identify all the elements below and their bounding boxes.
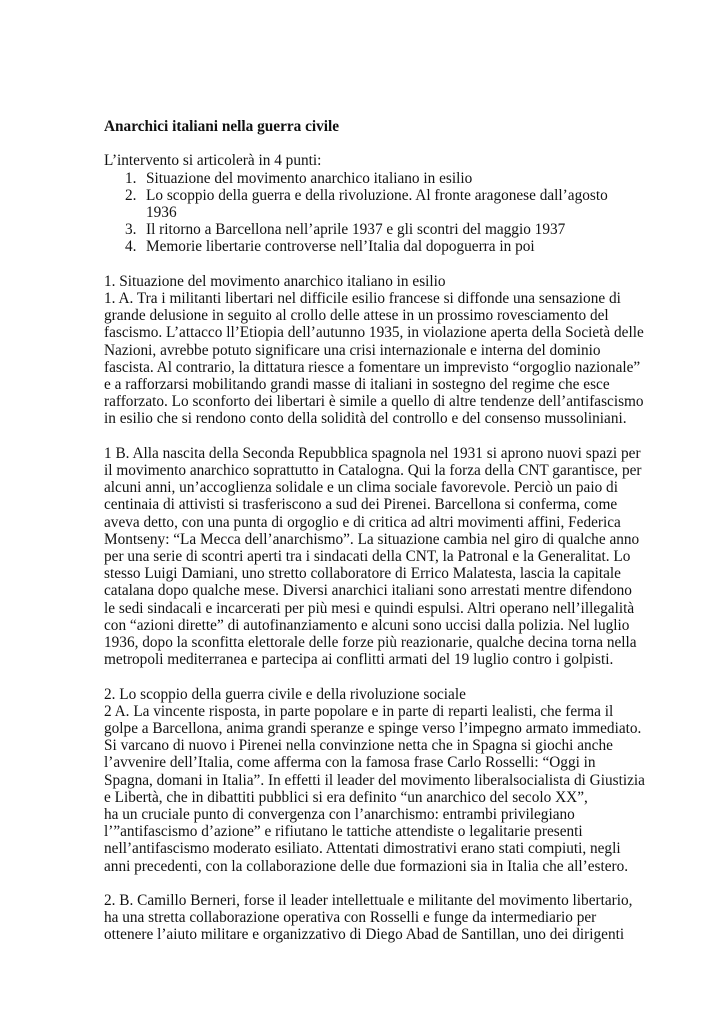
paragraph-line: 1 B. Alla nascita della Seconda Repubblica spagnola nel 1931 si aprono nuovi spazi per bbox=[104, 444, 641, 462]
paragraph-line: catalana dopo qualche mese. Diversi anarchici italiani sono arrestati mentre difendono bbox=[104, 582, 632, 600]
outline-item bbox=[104, 238, 624, 255]
intro-text: L’intervento si articolerà in 4 punti: bbox=[104, 152, 322, 170]
paragraph-line: le sedi sindacali e incarcerati per più mesi e quindi espulsi. Altri operano nell’illegalità bbox=[104, 599, 635, 617]
paragraph-line: rafforzato. Lo sconforto dei libertari è simile a quello di altre tendenze dell’antifascismo bbox=[104, 393, 644, 411]
paragraph-line: ha una stretta collaborazione operativa con Rosselli e funge da intermediario per bbox=[104, 909, 597, 927]
paragraph-line: 1. Situazione del movimento anarchico italiano in esilio bbox=[104, 272, 446, 290]
paragraph-line: grande delusione in seguito al crollo delle attese in un prossimo rovesciamento del bbox=[104, 307, 609, 325]
outline-number: 1. bbox=[125, 169, 137, 187]
paragraph-line: il movimento anarchico soprattutto in Catalogna. Qui la forza della CNT garantisce, per bbox=[104, 462, 642, 480]
paragraph-line: alcuni anni, un’accoglienza solidale e un clima sociale favorevole. Perciò un paio di bbox=[104, 479, 618, 497]
paragraph-line: e a rafforzarsi mobilitando grandi masse di italiani in sostegno del regime che esce bbox=[104, 376, 610, 394]
outline-item bbox=[104, 187, 624, 221]
paragraph-line: stesso Luigi Damiani, uno stretto collaboratore di Errico Malatesta, lascia la capitale bbox=[104, 565, 621, 583]
paragraph bbox=[104, 892, 633, 944]
paragraph-line: 1. A. Tra i militanti libertari nel difficile esilio francese si diffonde una sensazione di bbox=[104, 290, 621, 307]
outline-text-line: Memorie libertarie controverse nell’Italia dal dopoguerra in poi bbox=[146, 238, 535, 256]
paragraph-line: ottenere l’aiuto militare e organizzativo di Diego Abad de Santillan, uno dei dirigenti bbox=[104, 926, 625, 944]
paragraph-line: Montseny: “La Mecca dell’anarchismo”. La situazione cambia nel giro di qualche anno bbox=[104, 530, 640, 548]
paragraph-line: l’”antifascismo d’azione” e rifiutano le tattiche attendiste o legalitarie presenti bbox=[104, 823, 583, 841]
spacer bbox=[104, 256, 624, 273]
paragraph bbox=[104, 272, 644, 428]
paragraph-line: 2. Lo scoppio della guerra civile e della rivoluzione sociale bbox=[104, 685, 466, 703]
paragraph-line: 2 A. La vincente risposta, in parte popolare e in parte di reparti lealisti, che ferma il bbox=[104, 702, 614, 720]
paragraph-line: ha un cruciale punto di convergenza con l’anarchismo: entrambi privilegiano bbox=[104, 806, 575, 824]
paragraph-line: golpe a Barcellona, anima grandi speranze e spinge verso l’impegno armato immediato. bbox=[104, 720, 642, 738]
paragraph-line: 2. B. Camillo Berneri, forse il leader intellettuale e militante del movimento libertario, bbox=[104, 892, 633, 910]
outline-number: 2. bbox=[125, 186, 137, 204]
paragraph-line: metropoli mediterranea e partecipa ai conflitti armati del 19 luglio contro i golpisti. bbox=[104, 651, 614, 669]
paragraph bbox=[104, 444, 642, 669]
outline-item bbox=[104, 170, 624, 187]
paragraph-line: Nazioni, avrebbe potuto significare una crisi internazionale e interna del dominio bbox=[104, 341, 601, 359]
outline-text-line: Lo scoppio della guerra e della rivoluzione. Al fronte aragonese dall’agosto bbox=[146, 186, 608, 204]
paragraph bbox=[104, 685, 645, 875]
paragraph-line: con “azioni dirette” di autofinanziamento e alcuni sono uccisi dalla polizia. Nel luglio bbox=[104, 616, 630, 634]
paragraph-line: l’avvenire dell’Italia, come afferma con la famosa frase Carlo Rosselli: “Oggi in bbox=[104, 754, 596, 772]
paragraph-line: e Libertà, che in dibattiti pubblici si era definito “un anarchico del secolo XX”, bbox=[104, 788, 588, 806]
spacer bbox=[104, 135, 624, 152]
paragraph-line: anni precedenti, con la collaborazione delle due formazioni sia in Italia che all’estero. bbox=[104, 857, 629, 875]
outline-item bbox=[104, 221, 624, 238]
outline-text-line: Il ritorno a Barcellona nell’aprile 1937 e gli scontri del maggio 1937 bbox=[146, 221, 566, 239]
paragraph-line: 1936, dopo la sconfitta elettorale delle forze più reazionarie, qualche decina torna nella bbox=[104, 634, 637, 652]
paragraph-line: fascismo. L’attacco ll’Etiopia dell’autunno 1935, in violazione aperta della Società delle bbox=[104, 324, 644, 342]
outline-text-line: 1936 bbox=[146, 204, 177, 221]
paragraph-line: nell’antifascismo moderato esiliato. Attentati dimostrativi erano stati compiuti, negli bbox=[104, 840, 621, 858]
spacer bbox=[104, 668, 624, 685]
paragraph-line: per una serie di scontri aperti tra i sindacati della CNT, la Patronal e la Generalitat. Lo bbox=[104, 548, 631, 566]
paragraph-line: Spagna, domani in Italia”. In effetti il leader del movimento liberalsocialista di Giustizia bbox=[104, 771, 645, 789]
paragraph-line: centinaia di attivisti si trasferiscono a sud dei Pirenei. Barcellona si conferma, come bbox=[104, 496, 618, 514]
spacer bbox=[104, 875, 624, 892]
paragraph-line: aveva detto, con una punta di orgoglio e di critica ad altri movimenti affini, Federica bbox=[104, 513, 621, 531]
outline-number: 4. bbox=[125, 238, 137, 256]
body-text bbox=[104, 256, 645, 944]
document-page bbox=[104, 118, 645, 944]
paragraph-line: fascista. Al contrario, la dittatura riesce a fomentare un imprevisto “orgoglio nazionale” bbox=[104, 358, 641, 376]
paragraph-line: Si varcano di nuovo i Pirenei nella convinzione netta che in Spagna si giochi anche bbox=[104, 737, 613, 755]
document-title: Anarchici italiani nella guerra civile bbox=[104, 118, 340, 135]
outline-list bbox=[104, 170, 624, 256]
outline-number: 3. bbox=[125, 221, 137, 239]
outline-text-line: Situazione del movimento anarchico italiano in esilio bbox=[146, 169, 473, 187]
spacer bbox=[104, 428, 624, 445]
paragraph-line: in esilio che si rendono conto della solidità del controllo e del consenso mussoliniani. bbox=[104, 410, 627, 428]
